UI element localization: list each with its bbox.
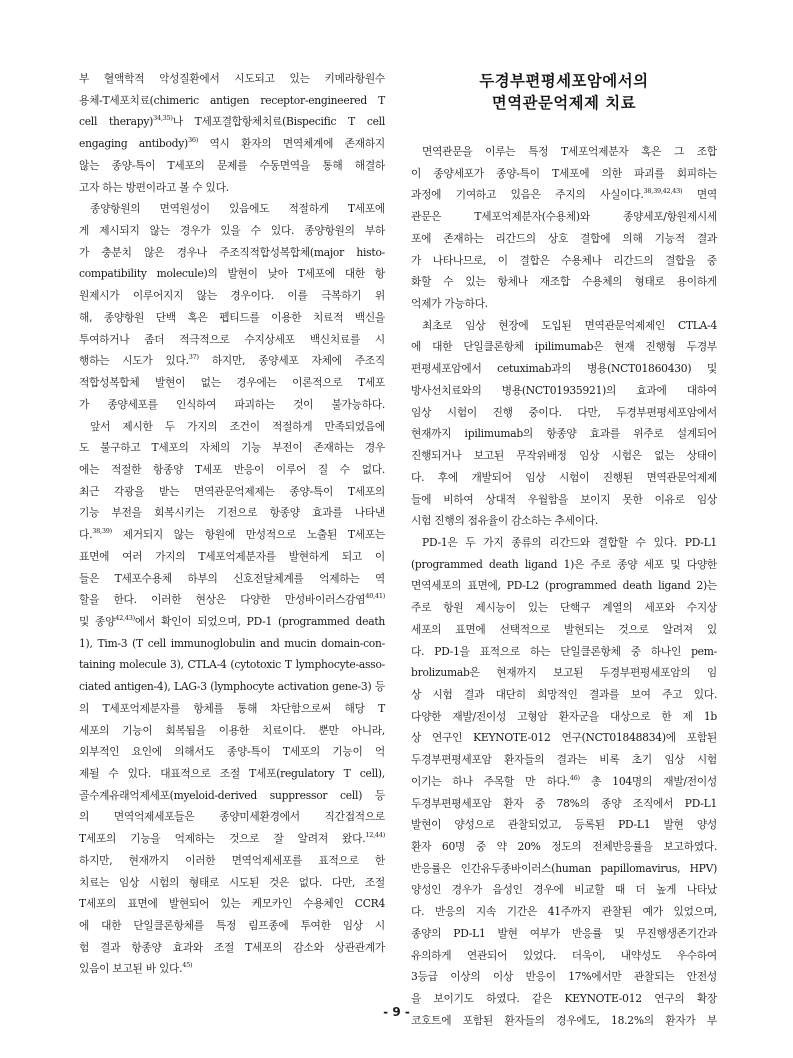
text-run: 하지만, 종양세포 자체에 주조직 [198, 354, 385, 368]
text-run: 게 제시되지 않는 경우가 있을 수 있다. 종양항원의 부하 [79, 224, 385, 238]
citation-superscript: 34,35) [153, 114, 173, 123]
text-run: 종양의 PD-L1 발현 여부가 반응률 및 무진행생존기간과 [411, 926, 717, 940]
text-line [79, 915, 385, 937]
text-run: 적합성복합체 발현이 없는 경우에는 이론적으로 T세포 [79, 376, 385, 390]
text-line [79, 611, 385, 633]
text-run: 발현이 양성으로 관찰되었고, 등록된 PD-L1 발현 양성 [411, 818, 717, 832]
text-run: 과정에 기여하고 있음은 주지의 사실이다. [411, 188, 644, 202]
text-run: T세포의 기능을 억제하는 것으로 잘 알려져 왔다. [79, 832, 366, 846]
page-number: - 9 - [383, 1005, 410, 1019]
text-line [79, 242, 385, 264]
text-line [79, 741, 385, 763]
text-line [79, 676, 385, 698]
text-line [79, 958, 385, 980]
text-line [411, 250, 717, 272]
text-run: 면역관문을 이루는 특정 T세포억제분자 혹은 그 조합 [422, 145, 717, 158]
text-line [79, 893, 385, 915]
citation-superscript: 45) [182, 961, 193, 970]
text-line [411, 467, 717, 489]
text-line [79, 698, 385, 720]
citation-superscript: 37) [188, 353, 199, 362]
citation-superscript: 12,44) [365, 831, 385, 840]
citation-superscript: 38,39) [92, 527, 112, 536]
text-line [411, 814, 717, 836]
text-run: 시험 진행의 점유율이 감소하는 추세이다. [411, 514, 598, 528]
text-run: 기능 부전을 회복시키는 기전으로 항종양 효과를 나타낸 [79, 506, 385, 520]
text-run: 제될 수 있다. 대표적으로 조절 T세포(regulatory T cell), [79, 767, 385, 780]
text-line [79, 198, 385, 220]
text-line [79, 850, 385, 872]
text-line [79, 546, 385, 568]
text-run: 두경부편평세포암 환자들의 결과는 비록 초기 임상 시험 [411, 753, 717, 767]
text-run: 억제가 가능하다. [411, 297, 488, 311]
text-run: (programmed death ligand 1)은 주로 종양 세포 및 다양한 [411, 557, 717, 571]
text-line [411, 532, 717, 554]
section-title [411, 70, 717, 114]
text-line [79, 111, 385, 133]
text-run: 3등급 이상의 이상 반응이 17%에서만 관찰되는 안전성 [411, 970, 717, 984]
text-run: 역시 환자의 면역체계에 존재하지 [198, 137, 385, 151]
text-run: 투여하거나 좀더 적극적으로 수지상세포 백신치료를 시 [79, 332, 385, 346]
text-run: brolizumab은 현재까지 보고된 두경부편평세포암의 임 [411, 666, 717, 680]
text-run: PD-1은 두 가지 종류의 리간드와 결합할 수 있다. PD-L1 [422, 535, 717, 549]
text-run: 최근 각광을 받는 면역관문억제제는 종양-특이 T세포의 [79, 484, 385, 498]
text-line [79, 329, 385, 351]
text-line [411, 836, 717, 858]
text-run: 고자 하는 방편이라고 볼 수 있다. [79, 180, 229, 194]
text-run: 하지만, 현재까지 이러한 면역억제세포를 표적으로 한 [79, 853, 385, 867]
citation-superscript: 40,41) [365, 592, 385, 601]
text-run: 가 종양세포를 인식하여 파괴하는 것이 불가능하다. [79, 397, 385, 411]
text-run: 에서 확인이 되었으며, PD-1 (programmed death [134, 614, 386, 628]
text-line [411, 315, 717, 337]
text-line [411, 793, 717, 815]
text-run: 진행되거나 보고된 무작위배정 임상 시험은 없는 상태이 [411, 449, 717, 463]
text-run: 주로 항원 제시능이 있는 단핵구 계열의 세포와 수지상 [411, 601, 717, 615]
text-run: 총 104명의 재발/전이성 [579, 774, 717, 788]
text-line [79, 68, 385, 90]
text-run: T세포의 표면에 발현되어 있는 케모카인 수용체인 CCR4 [79, 897, 385, 911]
text-run: 편평세포암에서 cetuximab과의 병용(NCT01860430) 및 [411, 362, 717, 376]
text-run: 1), Tim-3 (T cell immunoglobulin and mucin domain-con- [79, 636, 385, 650]
text-line [79, 633, 385, 655]
text-line [411, 727, 717, 749]
text-run: 원제시가 이루어지지 않는 경우이다. 이를 극복하기 위 [79, 289, 385, 303]
text-line [411, 184, 717, 206]
text-run: ciated antigen-4), LAG-3 (lymphocyte activation gene-3) 등 [79, 680, 385, 694]
text-run: 다양한 재발/전이성 고형암 환자군을 대상으로 한 제 1b [411, 709, 717, 723]
text-line [79, 372, 385, 394]
text-line [79, 155, 385, 177]
text-run: 용체-T세포치료(chimeric antigen receptor-engineered T [79, 93, 385, 107]
text-run: 도 불구하고 T세포의 자체의 기능 부전이 존재하는 경우 [79, 441, 385, 455]
text-run: 유의하게 연관되어 있었다. 더욱이, 내약성도 우수하여 [411, 948, 717, 962]
text-line [411, 771, 717, 793]
text-run: 화할 수 있는 항체나 재조합 수용체의 형태로 용이하게 [411, 275, 717, 289]
text-line [411, 510, 717, 532]
text-line [411, 445, 717, 467]
left-column [79, 68, 385, 980]
text-line [79, 394, 385, 416]
text-run: 의 T세포억제분자를 항체를 통해 차단함으로써 해당 T [79, 701, 385, 715]
text-line [79, 654, 385, 676]
text-line [411, 706, 717, 728]
text-run: 가 나타나므로, 이 결합은 수용체나 리간드의 결합을 중 [411, 253, 717, 267]
text-line [411, 336, 717, 358]
text-line [411, 858, 717, 880]
text-run: 다. 후에 개발되어 임상 시험이 진행된 면역관문억제제 [411, 470, 717, 484]
text-run: 험 결과 항종양 효과와 조절 T세포의 감소와 상관관계가 [79, 940, 385, 954]
text-line [79, 307, 385, 329]
text-run: 이기는 하나 주목할 만 하다. [411, 774, 570, 788]
text-line [411, 879, 717, 901]
text-line [79, 937, 385, 959]
text-line [79, 285, 385, 307]
text-run: 에 대한 단일클론항체를 특정 림프종에 투여한 임상 시 [79, 919, 385, 933]
citation-superscript: 42,43) [115, 613, 135, 622]
text-run: 표면에 여러 가지의 T세포억제분자를 발현하게 되고 이 [79, 549, 385, 563]
text-line [411, 423, 717, 445]
text-line [79, 872, 385, 894]
text-run: compatibility molecule)의 발현이 낮아 T세포에 대한 항 [79, 267, 385, 281]
text-line [411, 597, 717, 619]
text-run: 않는 종양-특이 T세포의 문제를 수동면역을 통해 해결하 [79, 158, 385, 172]
text-line [411, 163, 717, 185]
text-run: 및 종양 [79, 614, 116, 628]
text-line [79, 263, 385, 285]
text-run: 최초로 임상 현장에 도입된 면역관문억제제인 CTLA-4 [422, 318, 717, 332]
text-line [411, 749, 717, 771]
text-run: 양성인 경우가 음성인 경우에 비교할 때 더 높게 나타났 [411, 883, 717, 897]
text-line [411, 141, 717, 163]
right-column [411, 70, 717, 1031]
text-line [411, 575, 717, 597]
text-line [411, 619, 717, 641]
citation-superscript: 46) [569, 773, 580, 782]
text-line [411, 901, 717, 923]
text-run: 관문은 T세포억제분자(수용체)와 종양세포/항원제시세 [411, 210, 717, 224]
text-run: 을 보이기도 하였다. 같은 KEYNOTE-012 연구의 확장 [411, 992, 717, 1006]
text-run: 나 T세포결합항체치료(Bispecific T cell [172, 115, 386, 129]
text-line [79, 177, 385, 199]
text-line [79, 459, 385, 481]
text-line [79, 828, 385, 850]
right-column-body [411, 141, 717, 1031]
section-title-line-1: 두경부편평세포암에서의 [479, 72, 649, 90]
text-run: 부 혈액학적 악성질환에서 시도되고 있는 키메라항원수 [79, 72, 385, 85]
text-run: 해, 종양항원 단백 혹은 펩티드를 이용한 치료적 백신을 [79, 310, 385, 324]
text-run: 다. [79, 528, 93, 542]
text-run: taining molecule 3), CTLA-4 (cytotoxic T lymphocyte-asso- [79, 658, 385, 672]
section-title-line-2: 면역관문억제제 치료 [491, 94, 637, 112]
text-line [79, 437, 385, 459]
text-run: 가 충분치 않은 경우나 주조직적합성복합체(major histo- [79, 245, 385, 259]
text-line [79, 568, 385, 590]
text-run: 들은 T세포수용체 하부의 신호전달체계를 억제하는 역 [79, 571, 385, 585]
text-line [79, 416, 385, 438]
text-line [79, 589, 385, 611]
text-run: 앞서 제시한 두 가지의 조건이 적절하게 만족되었음에 [90, 419, 385, 433]
text-run: 에는 적절한 항종양 T세포 반응이 이루어 질 수 없다. [79, 462, 385, 476]
text-line [79, 720, 385, 742]
text-run: 있음이 보고된 바 있다. [79, 962, 183, 976]
text-run: 행하는 시도가 있다. [79, 354, 189, 368]
text-run: 현재까지 ipilimumab의 항종양 효과를 위주로 설계되어 [411, 427, 717, 441]
text-run: cell therapy) [79, 115, 154, 129]
text-line [411, 662, 717, 684]
text-line [411, 641, 717, 663]
citation-superscript: 38,39,42,43) [643, 187, 683, 196]
text-run: 방사선치료와의 병용(NCT01935921)의 효과에 대하여 [411, 383, 717, 397]
text-line [79, 524, 385, 546]
text-run: 치료는 임상 시험의 형태로 시도된 것은 없다. 다만, 조절 [79, 875, 385, 889]
citation-superscript: 36) [187, 136, 198, 145]
text-run: 세포의 기능이 회복됨을 이용한 치료이다. 뿐만 아니라, [79, 723, 385, 737]
text-run: 상 연구인 KEYNOTE-012 연구(NCT01848834)에 포함된 [411, 731, 717, 745]
text-line [79, 763, 385, 785]
text-run: 코호트에 포함된 환자들의 경우에도, 18.2%의 환자가 부 [411, 1013, 717, 1027]
text-line [411, 402, 717, 424]
text-line [411, 923, 717, 945]
text-line [79, 502, 385, 524]
text-line [411, 554, 717, 576]
text-run: 반응률은 인간유두종바이러스(human papillomavirus, HPV) [411, 861, 717, 875]
text-run: 이 종양세포가 종양-특이 T세포에 의한 파괴를 회피하는 [411, 166, 717, 180]
text-run: 골수계유래억제세포(myeloid-derived suppressor cell) 등 [79, 788, 385, 802]
text-line [79, 785, 385, 807]
text-run: 포에 존재하는 리간드의 상호 결합에 의해 기능적 결과 [411, 231, 717, 245]
text-run: 다. 반응의 지속 기간은 41주까지 관찰된 예가 있었으며, [411, 905, 717, 919]
text-run: 임상 시험이 진행 중이다. 다만, 두경부편평세포암에서 [411, 405, 717, 419]
text-line [411, 380, 717, 402]
text-run: 제거되지 않는 항원에 만성적으로 노출된 T세포는 [111, 528, 385, 542]
text-run: 상 시험 결과 대단히 희망적인 결과를 보여 주고 있다. [411, 687, 717, 701]
text-line [411, 293, 717, 315]
text-run: 두경부편평세포암 환자 중 78%의 종양 조직에서 PD-L1 [411, 796, 717, 810]
text-run: 면역 [682, 188, 717, 202]
text-run: 종양항원의 면역원성이 있음에도 적절하게 T세포에 [90, 202, 385, 216]
text-run: 외부적인 요인에 의해서도 종양-특이 T세포의 기능이 억 [79, 745, 385, 759]
text-run: 에 대한 단일클론항체 ipilimumab은 현재 진행형 두경부 [411, 340, 717, 354]
text-line [411, 966, 717, 988]
text-run: 세포의 표면에 선택적으로 발현되는 것으로 알려져 있 [411, 622, 717, 636]
text-line [79, 806, 385, 828]
text-run: 다. PD-1을 표적으로 하는 단일클론항체 중 하나인 pem- [411, 644, 717, 658]
text-run: 환자 60명 중 약 20% 정도의 전체반응률을 보고하였다. [411, 840, 717, 853]
text-line [411, 358, 717, 380]
text-run: 들에 비하여 상대적 우월함을 보이지 못한 이유로 임상 [411, 492, 717, 506]
text-line [79, 90, 385, 112]
text-line [411, 684, 717, 706]
text-line [411, 271, 717, 293]
text-line [411, 228, 717, 250]
text-line [79, 133, 385, 155]
text-line [411, 945, 717, 967]
text-line [79, 350, 385, 372]
text-line [79, 481, 385, 503]
text-run: engaging antibody) [79, 137, 188, 151]
text-line [79, 220, 385, 242]
text-line [411, 489, 717, 511]
text-run: 면역세포의 표면에, PD-L2 (programmed death ligand 2)는 [411, 579, 717, 593]
text-run: 할을 한다. 이러한 현상은 다양한 만성바이러스감염 [79, 593, 366, 607]
text-run: 의 면역억제세포들은 종양미세환경에서 직간접적으로 [79, 810, 385, 824]
text-line [411, 206, 717, 228]
